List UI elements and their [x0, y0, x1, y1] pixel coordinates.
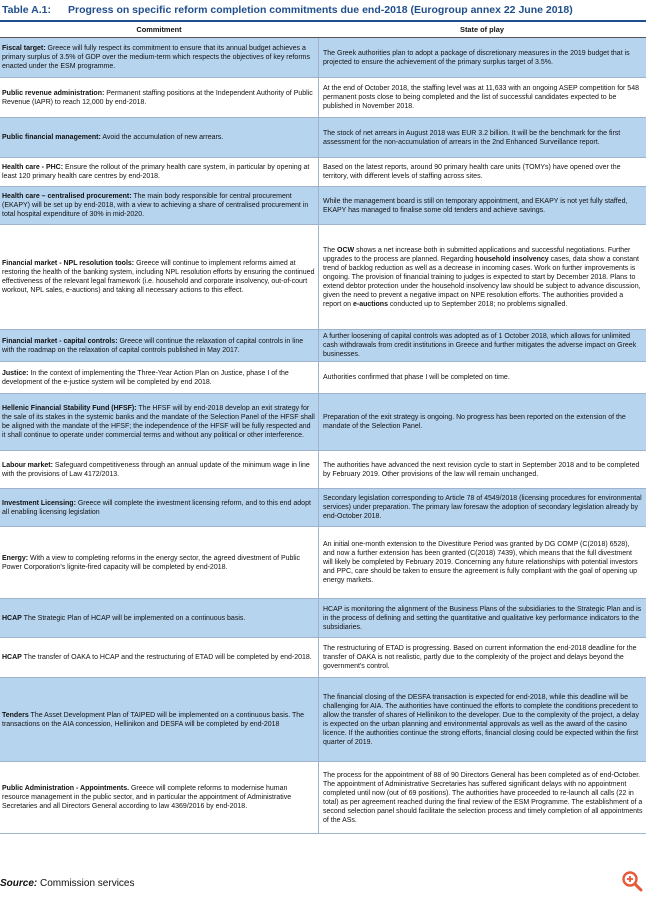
- zoom-icon[interactable]: [621, 870, 643, 892]
- state-of-play-cell: The restructuring of ETAD is progressing. Based on current information the end-2018 deadline for the transfer of OAKA is not realistic, partly due to the complexity of the project and delays beyond the government's control.: [318, 638, 646, 677]
- commitment-cell: Energy: With a view to completing reforms in the energy sector, the agreed divestment of Public Power Corporation's lignite-fired capacity will be completed by end-2018.: [2, 554, 301, 571]
- table-row: [0, 362, 646, 394]
- table-row: [0, 527, 646, 599]
- state-of-play-cell: Based on the latest reports, around 90 primary health care units (TOMYs) have opened over the territory, with different levels of staffing across sites.: [318, 158, 646, 186]
- state-of-play-cell: A further loosening of capital controls was adopted as of 1 October 2018, which allows for unlimited cash withdrawals from credit institutions in Greece and further mitigates the adverse impact on Greek businesses.: [318, 330, 646, 361]
- commitment-cell: Public Administration - Appointments. Greece will complete reforms to modernise human resource management in the public sector, and in particular the appointment of Administrative Secretaries and all Directors General according to law 4369/2016 by end-2018.: [2, 785, 292, 810]
- commitment-cell: HCAP The transfer of OAKA to HCAP and the restructuring of ETAD will be completed by end-2018.: [2, 654, 312, 661]
- commitment-cell: Financial market - capital controls: Greece will continue the relaxation of capital controls in line with the roadmap on the relaxation of capital controls published in May 2017.: [2, 337, 304, 354]
- table-row: [0, 678, 646, 762]
- table-row: [0, 78, 646, 118]
- commitment-cell: HCAP The Strategic Plan of HCAP will be implemented on a continuous basis.: [2, 614, 246, 622]
- state-of-play-cell: The authorities have advanced the next revision cycle to start in September 2018 and to be completed by February 2019. Other provisions of the law will remain unchanged.: [318, 451, 646, 488]
- state-of-play-cell: Authorities confirmed that phase I will be completed on time.: [318, 362, 646, 393]
- table-row: [0, 330, 646, 362]
- table-body: [0, 38, 646, 834]
- state-of-play-cell: An initial one-month extension to the Divestiture Period was granted by DG COMP (C(2018) 6528), and now a further extension has been granted (C(2018) 7439), which means that the full divestment will likely be completed by February 2019. Concerning any future relationships with potential investors and PPC, care should be taken to ensure the agreement is fully compliant with the goal of opening up energy markets.: [318, 527, 646, 598]
- state-of-play-cell: HCAP is monitoring the alignment of the Business Plans of the subsidiaries to the Strategic Plan and is in the process of defining and setting the quantitative and qualitative key performance indicators to the subsidiaries.: [318, 599, 646, 637]
- commitment-cell: Hellenic Financial Stability Fund (HFSF): The HFSF will by end-2018 develop an exit strategy for the sale of its stakes in the systemic banks and the mandate of the Selection Panel of the HFSF shall be aligned with the mandate of the HFSF; the independence of the HFSF will be fully respected and it shall continue to operate under commercial terms and without any political or other interference.: [2, 405, 315, 439]
- state-of-play-cell: The stock of net arrears in August 2018 was EUR 3.2 billion. It will be the benchmark for the first assessment for the non-accumulation of arrears in the 2nd Enhanced Surveillance report.: [318, 118, 646, 157]
- table-row: [0, 394, 646, 451]
- col-header-commitment: Commitment: [136, 25, 182, 34]
- table-row: [0, 158, 646, 187]
- table-number: Table A.1:: [2, 4, 52, 16]
- state-of-play-cell: While the management board is still on temporary appointment, and EKAPY is not yet fully staffed, EKAPY has managed to finalise some old tenders and achieve savings.: [318, 187, 646, 224]
- commitment-cell: Health care - PHC: Ensure the rollout of the primary health care system, in particular by opening at least 120 primary health care centres by end-2018.: [2, 164, 310, 180]
- table-row: [0, 225, 646, 330]
- table-row: [0, 38, 646, 78]
- source-note: [0, 878, 134, 889]
- table-row: [0, 489, 646, 527]
- table-row: [0, 187, 646, 225]
- state-of-play-cell: The process for the appointment of 88 of 90 Directors General has been completed as of end-October. The appointment of Administrative Secretaries has suffered significant delays with no appointment completed until now (out of 69 positions). The authorities have proceeded to re-launch all calls (22 in total) as per agreement reached during the final review of the ESM Programme. The establishment of a second selection panel should facilitate the selection process and timely completion of all appointments of the ASs.: [318, 762, 646, 833]
- state-of-play-cell: Secondary legislation corresponding to Article 78 of 4549/2018 (licensing procedures for environmental services) under preparation. The primary law foresaw the adoption of secondary legislation already by end-October 2018.: [318, 489, 646, 526]
- commitment-cell: Financial market - NPL resolution tools: Greece will continue to implement reforms aimed at restoring the health of the banking system, including NPL resolution efforts by ensuring the continued effectiveness of the relevant legal framework (i.e. household and corporate insolvency, out-of-court workout, NPL sales, e-auctions) and taking all necessary actions to this effect.: [2, 260, 315, 294]
- commitment-cell: Health care – centralised procurement: The main body responsible for central procurement (EKAPY) will be set up by end-2018, with a view to achieving a share of centralised procurement in total hospital expenditure of 30% in mid-2020.: [2, 193, 309, 218]
- col-header-state-of-play: State of play: [460, 25, 504, 34]
- table-title-bar: [0, 0, 646, 22]
- commitment-cell: Public revenue administration: Permanent staffing positions at the Independent Authority of Public Revenue (IAPR) to reach 12,000 by end-2018.: [2, 89, 313, 106]
- source-label: Source:: [0, 878, 38, 889]
- state-of-play-cell: At the end of October 2018, the staffing level was at 11,633 with an ongoing ASEP competition for 548 permanent posts close to being completed and the list of successful candidates expected to be published in November 2018.: [318, 78, 646, 117]
- state-of-play-cell: Preparation of the exit strategy is ongoing. No progress has been reported on the extension of the mandate of the Selection Panel.: [318, 394, 646, 450]
- source-text: Commission services: [37, 878, 135, 889]
- commitment-cell: Investment Licensing: Greece will complete the investment licensing reform, and to this end adopt all enabling licensing legislation: [2, 499, 311, 516]
- table-row: [0, 638, 646, 678]
- commitment-cell: Labour market: Safeguard competitiveness through an annual update of the minimum wage in line with the provisions of Law 4172/2013.: [2, 461, 310, 478]
- state-of-play-cell: The financial closing of the DESFA transaction is expected for end-2018, while this deadline will be challenging for AIA. The authorities have continued the efforts to complete the conditions precedent to allow the transfer of shares of Hellinikon to the developer. Due to the complexity of the project, a delay is expected on the urban planning and environmental approvals as well as the award of the casino licence. If the authorities continue the strong efforts, financial closing could be expected within the first quarter of 2019.: [318, 678, 646, 761]
- table-title: Progress on specific reform completion commitments due end-2018 (Eurogroup annex 22 June 2018): [68, 4, 573, 16]
- table-row: [0, 599, 646, 638]
- state-of-play-cell: The OCW shows a net increase both in submitted applications and successful negotiations. Further upgrades to the process are planned. Regarding household insolvency cases, data show a constant trend of backlog reduction as well as a decrease in incoming cases. Work on further improvements is ongoing. The provision of financial training to judges is expected to start by December 2018. Plans to extend debtor protection under the household insolvency law should be subject to advance discussion, given the need to prevent a negative impact on NPE resolution efforts. The authorities provided a report on e-auctions conducted up to September 2018; no problems signalled.: [318, 225, 646, 329]
- table-row: [0, 118, 646, 158]
- commitment-cell: Public financial management: Avoid the accumulation of new arrears.: [2, 134, 224, 141]
- commitment-cell: Justice: In the context of implementing the Three-Year Action Plan on Justice, phase I of the development of the e-justice system will be completed by end 2018.: [2, 369, 289, 386]
- state-of-play-cell: The Greek authorities plan to adopt a package of discretionary measures in the 2019 budget that is projected to ensure the achievement of the primary surplus target of 3.5%.: [318, 38, 646, 77]
- commitment-cell: Fiscal target: Greece will fully respect its commitment to ensure that its annual budget achieves a primary surplus of 3.5% of GDP over the medium-term which respects the objectives of key reforms enacted under the ESM programme.: [2, 45, 310, 70]
- table-row: [0, 451, 646, 489]
- column-headers: [0, 23, 646, 38]
- commitment-cell: Tenders The Asset Development Plan of TAIPED will be implemented on a continuous basis. The transactions on the AIA concession, Hellinikon and DESFA will be completed by end-2018: [2, 711, 305, 728]
- table-row: [0, 762, 646, 834]
